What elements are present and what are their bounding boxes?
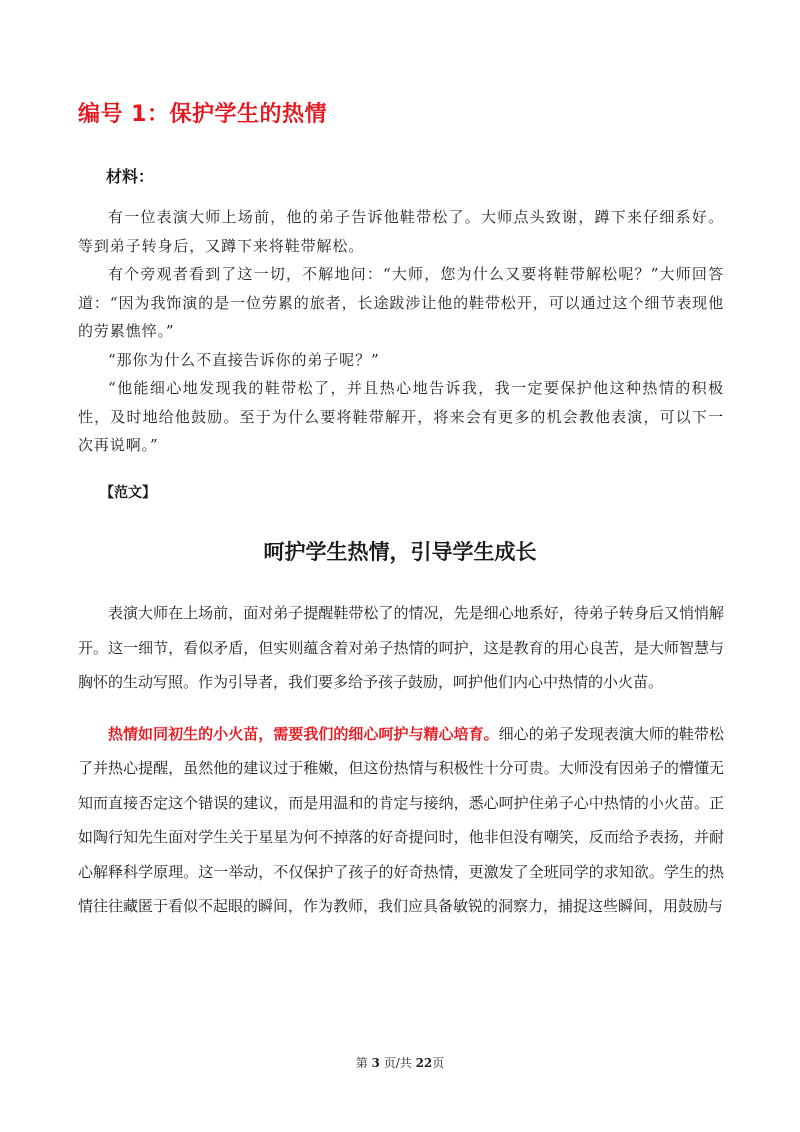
essay-key-sentence: 热情如同初生的小火苗，需要我们的细心呵护与精心培育。 — [108, 724, 499, 743]
current-page-number: 3 — [371, 1056, 380, 1070]
essay-paragraph-text: 细心的弟子发现表演大师的鞋带松了并热心提醒，虽然他的建议过于稚嫩，但这份热情与积极性十分可贵。大师没有因弟子的懵懂无知而直接否定这个错误的建议，而是用温和的肯定与接纳，悉心呵护住弟子心中热情的小火苗。正如陶行知先生面对学生关于星星为何不掉落的好奇提问时，他非但没有嘲笑，反而给予表扬，并耐心解释科学原理。这一举动，不仅保护了孩子的好奇热情，更激发了全班同学的求知欲。学生的热情往往藏匿于看似不起眼的瞬间，作为教师，我们应具备敏锐的洞察力，捕捉这些瞬间，用鼓励与 — [78, 724, 724, 915]
material-paragraph: “那你为什么不直接告诉你的弟子呢？” — [108, 350, 380, 369]
material-paragraph: 有个旁观者看到了这一切，不解地问：“大师，您为什么又要将鞋带解松呢？”大师回答道：“因为我饰演的是一位劳累的旅者，长途跋涉让他的鞋带松开，可以通过这个细节表现他的劳累憔悴。” — [78, 265, 724, 340]
document-title: 编号 1：保护学生的热情 — [78, 102, 327, 127]
material-label: 材料： — [106, 167, 155, 186]
essay-paragraph — [78, 717, 724, 924]
footer-prefix: 第 — [355, 1056, 372, 1070]
essay-body — [78, 596, 724, 924]
essay-title: 呵护学生热情，引导学生成长 — [263, 540, 537, 564]
material-paragraph: 有一位表演大师上场前，他的弟子告诉他鞋带松了。大师点头致谢，蹲下来仔细系好。等到弟子转身后，又蹲下来将鞋带解松。 — [78, 208, 724, 255]
page-footer — [0, 1054, 800, 1071]
footer-middle: 页/共 — [379, 1056, 416, 1070]
footer-suffix: 页 — [432, 1056, 445, 1070]
material-paragraph: “他能细心地发现我的鞋带松了，并且热心地告诉我，我一定要保护他这种热情的积极性，及时地给他鼓励。至于为什么要将鞋带解开，将来会有更多的机会教他表演，可以下一次再说啊。” — [78, 379, 724, 454]
model-essay-label: 【范文】 — [100, 485, 156, 501]
material-body — [78, 203, 724, 460]
total-page-count: 22 — [415, 1056, 433, 1070]
essay-paragraph: 表演大师在上场前，面对弟子提醒鞋带松了的情况，先是细心地系好，待弟子转身后又悄悄解开。这一细节，看似矛盾，但实则蕴含着对弟子热情的呵护，这是教育的用心良苦，是大师智慧与胸怀的生动写照。作为引导者，我们要多给予孩子鼓励，呵护他们内心中热情的小火苗。 — [78, 604, 724, 691]
